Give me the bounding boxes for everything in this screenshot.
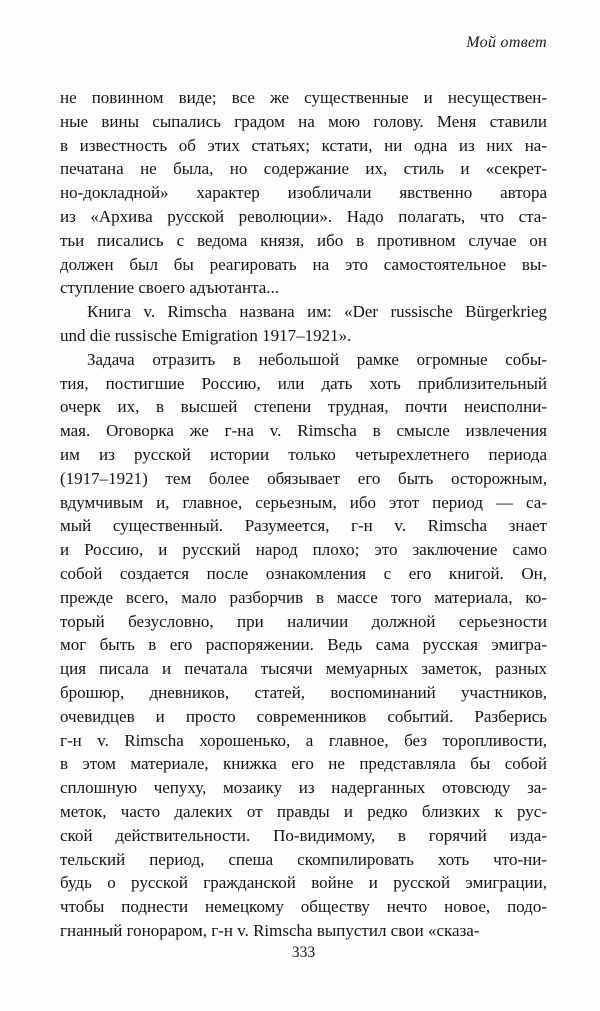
text-line: (1917–1921) тем более обязывает его быть осторожным,: [60, 468, 547, 488]
text-block: [60, 86, 547, 943]
text-line: гнанный гонораром, г-н v. Rimscha выпустил свои «сказа-: [60, 920, 480, 940]
text-line: мог быть в его распоряжении. Ведь сама русская эмигра-: [60, 635, 547, 655]
text-line: но-докладной» характер изобличали явственно автора: [60, 183, 547, 203]
text-line: und die russische Emigration 1917–1921».: [60, 325, 352, 345]
page-number: 333: [291, 944, 316, 961]
text-line: брошюр, дневников, статей, воспоминаний участников,: [60, 682, 547, 702]
text-line: в известность об этих статьях; кстати, ни одна из них на-: [60, 135, 547, 155]
text-line: собой создается после ознакомления с его книгой. Он,: [60, 563, 547, 583]
text-line: тьи писались с ведома князя, ибо в противном случае он: [60, 230, 547, 250]
text-line: не повинном виде; все же существенные и несуществен-: [60, 88, 547, 107]
text-line: ция писала и печатала тысячи мемуарных заметок, разных: [60, 659, 547, 679]
text-line: мая. Оговорка же г-на v. Rimscha в смысле извлечения: [60, 421, 547, 441]
text-line: ступление своего адъютанта...: [60, 278, 280, 298]
text-line: Книга v. Rimscha названа им: «Der russische Bürgerkrieg: [87, 302, 547, 322]
text-line: тельский период, спеша скомпилировать хоть что-ни-: [60, 849, 547, 869]
text-line: печатана не была, но содержание их, стиль и «секрет-: [60, 159, 547, 179]
text-line: и Россию, и русский народ плохо; это заключение само: [60, 540, 547, 560]
text-line: ные вины сыпались градом на мою голову. Меня ставили: [60, 111, 547, 131]
running-header: Мой ответ: [466, 34, 547, 51]
text-line: очерк их, в высшей степени трудная, почти неисполни-: [60, 397, 547, 417]
text-line: в этом материале, книжка его не представляла бы собой: [60, 754, 547, 774]
text-line: должен был бы реагировать на это самостоятельное вы-: [60, 254, 547, 274]
text-line: сплошную чепуху, мозаику из надерганных отовсюду за-: [60, 778, 547, 798]
text-line: чтобы поднести немецкому обществу нечто новое, подо-: [60, 897, 547, 917]
text-line: очевидцев и просто современников событий. Разберись: [60, 706, 547, 726]
text-line: мый существенный. Разумеется, г-н v. Rimscha знает: [60, 516, 547, 536]
text-line: прежде всего, мало разборчив в массе того материала, ко-: [60, 587, 547, 607]
text-line: из «Архива русской революции». Надо полагать, что ста-: [60, 206, 547, 226]
text-line: им из русской истории только четырехлетнего периода: [60, 444, 547, 464]
text-line: тия, постигшие Россию, или дать хоть приблизительный: [60, 373, 547, 393]
text-line: торый безусловно, при наличии должной серьезности: [60, 611, 547, 631]
text-line: меток, часто далеких от правды и редко близких к рус-: [60, 801, 547, 821]
text-line: Задача отразить в небольшой рамке огромные собы-: [87, 349, 547, 369]
text-line: ской действительности. По-видимому, в горячий изда-: [60, 825, 547, 845]
text-line: будь о русской гражданской войне и русской эмиграции,: [60, 873, 547, 893]
text-line: г-н v. Rimscha хорошенько, а главное, без торопливости,: [60, 730, 547, 750]
text-line: вдумчивым и, главное, серьезным, ибо этот период — са-: [60, 492, 547, 512]
